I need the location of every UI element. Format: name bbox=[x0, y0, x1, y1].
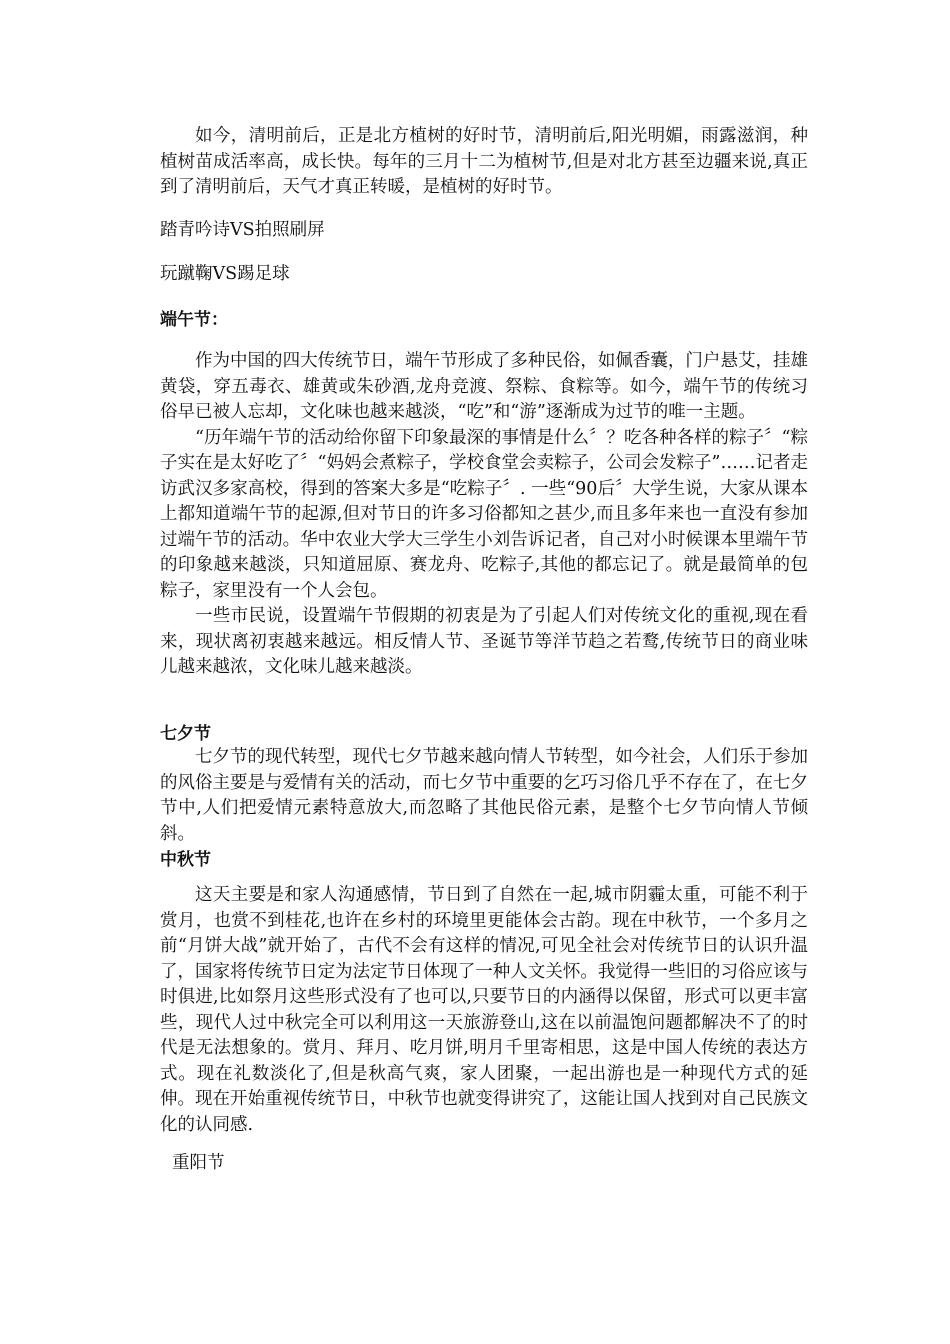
duanwu-paragraph-1: 作为中国的四大传统节日，端午节形成了多种民俗，如佩香囊，门户悬艾，挂雄黄袋，穿五毒衣、雄黄或朱砂酒,龙舟竞渡、祭粽、食粽等。如今，端午节的传统习俗早已被人忘却，文化味也越来越淡，“吃”和“游”逐渐成为过节的唯一主题。 bbox=[160, 351, 808, 422]
duanwu-heading: 端午节： bbox=[160, 310, 228, 330]
duanwu-paragraph-3: 一些市民说，设置端午节假期的初衷是为了引起人们对传统文化的重视,现在看来，现状离初衷越来越远。相反情人节、圣诞节等洋节趋之若鹜,传统节日的商业味儿越来越浓，文化味儿越来越淡。 bbox=[160, 606, 808, 677]
zhongqiu-block bbox=[160, 883, 808, 1138]
qixi-block bbox=[160, 745, 808, 847]
qingming-line-football: 玩蹴鞠VS踢足球 bbox=[160, 264, 290, 284]
duanwu-paragraph-2: “历年端午节的活动给你留下印象最深的事情是什么〞？吃各种各样的粽子〞“粽子实在是太好吃了〞“妈妈会煮粽子，学校食堂会卖粽子，公司会发粽子”……记者走访武汉多家高校，得到的答案大多是“吃粽子〞. 一些“90后〞大学生说，大家从课本上都知道端午节的起源,但对节日的许多习俗都知之甚少,而且多年来也一直没有参加过端午节的活动。华中农业大学大三学生小刘告诉记者，自己对小时候课本里端午节的印象越来越淡，只知道屈原、赛龙舟、吃粽子,其他的都忘记了。就是最简单的包粽子，家里没有一个人会包。 bbox=[160, 427, 808, 601]
zhongqiu-paragraph: 这天主要是和家人沟通感情，节日到了自然在一起,城市阴霾太重，可能不利于赏月，也赏不到桂花,也许在乡村的环境里更能体会古韵。现在中秋节，一个多月之前“月饼大战”就开始了，古代不会有这样的情况,可见全社会对传统节日的认识升温了，国家将传统节日定为法定节日体现了一种人文关怀。我觉得一些旧的习俗应该与时俱进,比如祭月这些形式没有了也可以,只要节日的内涵得以保留，形式可以更丰富些，现代人过中秋完全可以利用这一天旅游登山,这在以前温饱问题都解决不了的时代是无法想象的。赏月、拜月、吃月饼,明月千里寄相思，这是中国人传统的表达方式。现在礼数淡化了,但是秋高气爽，家人团聚，一起出游也是一种现代方式的延伸。现在开始重视传统节日，中秋节也就变得讲究了，这能让国人找到对自己民族文化的认同感. bbox=[160, 885, 808, 1135]
qingming-intro-block bbox=[160, 124, 808, 201]
qixi-heading: 七夕节 bbox=[160, 724, 211, 744]
zhongqiu-heading: 中秋节 bbox=[160, 850, 211, 870]
qingming-intro-paragraph: 如今，清明前后，正是北方植树的好时节，清明前后,阳光明媚，雨露滋润，种植树苗成活率高，成长快。每年的三月十二为植树节,但是对北方甚至边疆来说,真正到了清明前后，天气才真正转暖，是植树的好时节。 bbox=[160, 126, 808, 197]
qixi-paragraph: 七夕节的现代转型，现代七夕节越来越向情人节转型，如今社会，人们乐于参加的风俗主要是与爱情有关的活动，而七夕节中重要的乞巧习俗几乎不存在了，在七夕节中,人们把爱情元素特意放大,而忽略了其他民俗元素，是整个七夕节向情人节倾斜。 bbox=[160, 747, 808, 844]
duanwu-block bbox=[160, 349, 808, 681]
chongyang-heading: 重阳节 bbox=[172, 1153, 225, 1173]
qingming-line-poetry: 踏青吟诗VS拍照刷屏 bbox=[160, 220, 325, 240]
